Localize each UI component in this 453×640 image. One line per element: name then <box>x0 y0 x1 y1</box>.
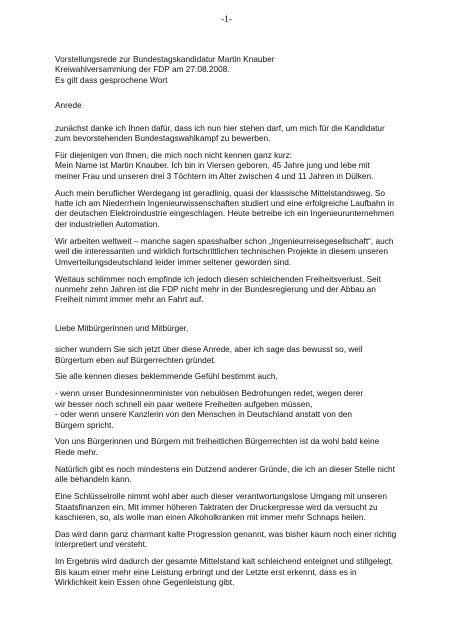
paragraph <box>55 344 430 365</box>
text-line: Natürlich gibt es noch mindestens ein Dutzend anderer Gründe, die ich an dieser Stelle nicht <box>55 463 395 474</box>
paragraph <box>55 123 430 144</box>
text-line: hatte ich am Niederrhein Ingenieurwissenschaften studiert und eine erfolgreiche Laufbahn in <box>55 198 395 209</box>
text-line: Auch mein beruflicher Werdegang ist geradlinig, quasi der klassische Mittelstandsweg. So <box>55 187 386 198</box>
text-line: - wenn unser Bundesinnenminister von nebulösen Bedrohungen redet, wegen derer <box>55 388 364 399</box>
paragraph <box>55 274 430 305</box>
paragraph <box>55 556 430 587</box>
section-intro <box>55 123 430 305</box>
text-line: meiner Frau und unseren drei 3 Töchtern im Alter zwischen 4 und 11 Jahren in Dülken. <box>55 170 374 181</box>
text-line: Wir arbeiten weltweit – manche sagen spasshalber schon „Ingenieurreisegesellschaft“, auch <box>55 235 394 246</box>
text-line: alle behandeln kann. <box>55 474 132 485</box>
text-line: Bis kaum einer mehr eine Leistung erbringt und der Letzte erst erkennt, dass es in <box>55 566 357 577</box>
text-line: der deutschen Elektroindustrie eingeschlagen. Heute betreibe ich ein Ingenieurunternehmen <box>55 208 395 219</box>
text-line: zunächst danke ich Ihnen dafür, dass ich nun hier stehen darf, um mich für die Kandidatur <box>55 122 385 133</box>
text-line: Von uns Bürgerinnen und Bürgern mit freiheitlichen Bürgerrechten ist da wohl bald keine <box>55 436 380 447</box>
text-line: Rede mehr. <box>55 446 98 457</box>
document-body <box>55 54 430 594</box>
text-line: Wirklichkeit kein Essen ohne Gegenleistung gibt. <box>55 576 235 587</box>
header-title: Vorstellungsrede zur Bundestagskandidatur Martin Knauber <box>55 54 275 64</box>
text-line: wir besser noch schnell ein paar weitere Freiheiten aufgeben müssen, <box>55 398 313 409</box>
text-line: Für diejenigen von Ihnen, die mich noch nicht kennen ganz kurz: <box>55 149 293 160</box>
header-note: Es gilt dass gesprochene Wort <box>55 74 168 85</box>
paragraph <box>55 150 430 181</box>
text-line: Bürgern spricht. <box>55 419 114 430</box>
text-line: Bürgertum eben auf Bürgerrechten gründet. <box>55 354 216 365</box>
header-event: Kreiwahlversammlung der FDP am 27.08.2008. <box>55 64 230 75</box>
text-line: Freiheit nimmt immer mehr an Fahrt auf. <box>55 294 204 305</box>
text-line: interpretiert und versteht. <box>55 539 148 550</box>
paragraph <box>55 188 430 230</box>
text-line: zum bevorstehenden Bundestagswahlkampf zu bewerben. <box>55 133 271 144</box>
document-header <box>55 54 430 85</box>
paragraph <box>55 464 430 485</box>
paragraph <box>55 371 430 381</box>
paragraph <box>55 436 430 457</box>
text-line: Weitaus schlimmer noch empfinde ich jedoch diesen schleichenden Freiheitsverlust. Seit <box>55 273 381 284</box>
text-line: sicher wundern Sie sich jetzt über diese Anrede, aber ich sage das bewusst so, weil <box>55 344 363 355</box>
paragraph <box>55 491 430 522</box>
text-line: nunmehr zehn Jahren ist die FDP nicht mehr in der Bundesregierung und der Abbau an <box>55 283 376 294</box>
text-line: weil die interessanten und wirklich fortschrittlichen technischen Projekte in diesem unseren <box>55 246 388 257</box>
salutation: Anrede <box>55 100 82 111</box>
paragraph <box>55 388 430 430</box>
text-line: Mein Name ist Martin Knauber. Ich bin in Viersen geboren, 45 Jahre jung und lebe mit <box>55 160 370 171</box>
text-line: Im Ergebnis wird dadurch der gesamte Mittelstand kalt schleichend enteignet und stillgelegt. <box>55 556 394 567</box>
text-line: kaschieren, so, als wolle man einen Alkoholkranken mit immer mehr Schnaps heilen. <box>55 511 366 522</box>
salutation-citizens: Liebe Mitbürgerinnen und Mitbürger, <box>55 322 189 333</box>
text-line: der industriellen Automation. <box>55 218 160 229</box>
text-line: Sie alle kennen dieses beklemmende Gefühl bestimmt auch, <box>55 371 278 382</box>
text-line: Umverteilungsdeutschland leider immer seltener geworden sind. <box>55 256 292 267</box>
text-line: Das wird dann ganz charmant kalte Progression genannt, was bisher kaum noch einer richtig <box>55 528 397 539</box>
page-number: -1- <box>220 15 233 25</box>
text-line: Staatsfinanzen ein. Mit immer höheren Taktraten der Druckerpresse wird da versucht zu <box>55 501 378 512</box>
section-main <box>55 344 430 587</box>
text-line: - oder wenn unsere Kanzlerin von den Menschen in Deutschland anstatt von den <box>55 409 353 420</box>
paragraph <box>55 529 430 550</box>
paragraph <box>55 236 430 267</box>
text-line: Eine Schlüsselrolle nimmt wohl aber auch dieser verantwortungslose Umgang mit unseren <box>55 491 388 502</box>
